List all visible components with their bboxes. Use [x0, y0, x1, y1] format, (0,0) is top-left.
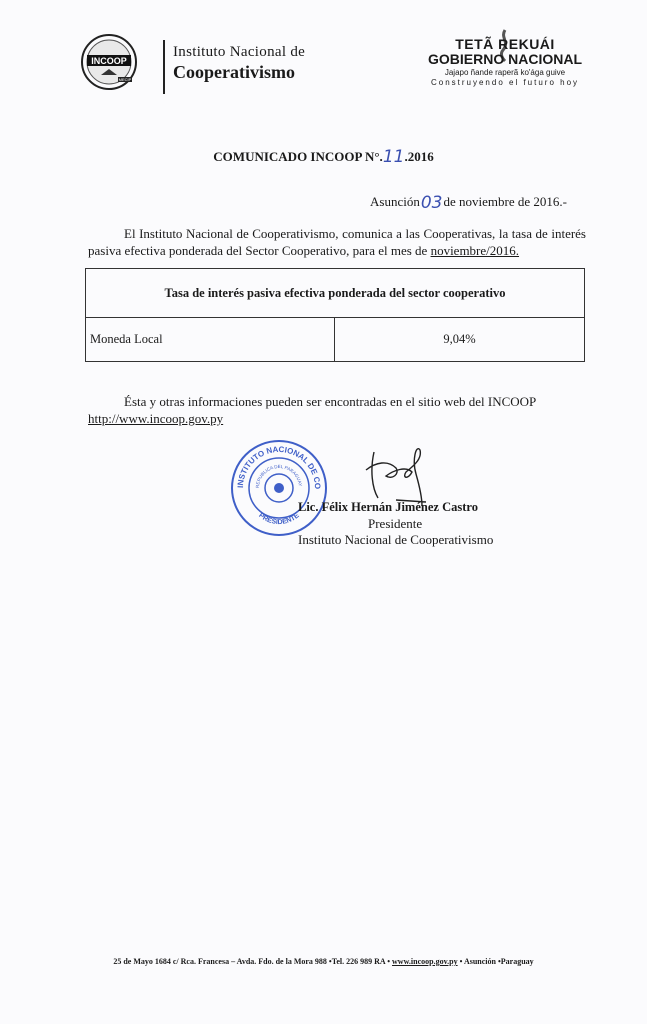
signatory-institution: Instituto Nacional de Cooperativismo [298, 532, 494, 547]
signatory-role: Presidente [368, 516, 423, 531]
rate-table [85, 268, 585, 362]
rate-table-row-label: Moneda Local [86, 317, 335, 361]
svg-text:REPUBLICA DEL PARAGUAY: REPUBLICA DEL PARAGUAY [254, 463, 303, 489]
gov-slogan-guarani: Jajapo ñande raperã ko'ága guive [444, 68, 566, 77]
document-title [0, 147, 647, 167]
document-date [370, 193, 567, 213]
rate-table-row-value: 9,04% [443, 331, 476, 346]
title-suffix: .2016 [404, 149, 434, 164]
intro-text: El Instituto Nacional de Cooperativismo, comunica a las Cooperativas, la tasa de interés pasiva efectiva ponderada del Sector Cooperativo, para el mes de [88, 226, 586, 258]
footer-address [0, 957, 647, 966]
svg-text:MECIP: MECIP [118, 77, 132, 82]
institution-name-line2: Cooperativismo [173, 62, 295, 82]
date-day: 03 [420, 193, 443, 213]
gov-title-line2: GOBIERNO NACIONAL [428, 51, 582, 67]
svg-text:INCOOP: INCOOP [91, 56, 127, 66]
footer-website-link[interactable]: www.incoop.gov.py [392, 957, 458, 966]
title-number: 11 [382, 147, 405, 167]
svg-text:INSTITUTO NACIONAL DE COOPERAT: INSTITUTO NACIONAL DE CO [235, 444, 323, 490]
government-logo [420, 28, 590, 98]
svg-text:PRESIDENTE: PRESIDENTE [257, 512, 301, 527]
intro-paragraph [88, 225, 586, 259]
footer-text: 25 de Mayo 1684 c/ Rca. Francesa – Avda. Fdo. de la Mora 988 •Tel. 226 989 RA • [113, 957, 393, 966]
institution-name-line1: Instituto Nacional de [173, 44, 306, 60]
info-text: Ésta y otras informaciones pueden ser encontradas en el sitio web del INCOOP [124, 394, 537, 409]
intro-period: noviembre/2016. [430, 243, 520, 258]
title-prefix: COMUNICADO INCOOP N°. [213, 149, 383, 164]
info-paragraph [88, 393, 586, 427]
website-link[interactable]: http://www.incoop.gov.py [88, 411, 224, 426]
date-suffix: de noviembre de 2016.- [443, 194, 567, 209]
incoop-logo [80, 33, 138, 91]
date-prefix: Asunción [370, 194, 420, 209]
gov-slogan-spanish: Construyendo el futuro hoy [430, 78, 580, 87]
rate-table-header: Tasa de interés pasiva efectiva ponderada del sector cooperativo [86, 269, 584, 318]
gov-title-line1: TETÃ REKUÁI [455, 36, 555, 52]
official-stamp [229, 438, 329, 538]
signatory-name: Lic. Félix Hernán Jiménez Castro [298, 500, 478, 514]
header-separator [163, 40, 165, 94]
footer-location: • Asunción •Paraguay [457, 957, 534, 966]
